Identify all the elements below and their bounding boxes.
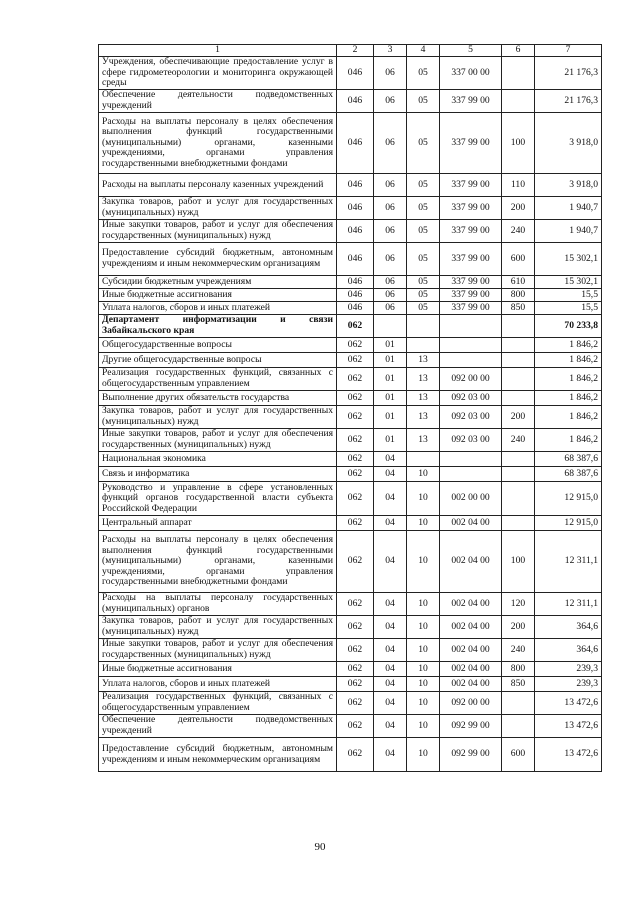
table-row [99,738,602,772]
cell-ministry-code: 046 [337,289,374,302]
cell-expense-type [502,715,535,738]
cell-ministry-code: 062 [337,482,374,516]
cell-subsection: 10 [407,639,440,662]
cell-target-article: 337 99 00 [440,90,502,113]
cell-name: Реализация государственных функций, связанных с общегосударственным управлением [99,692,337,715]
cell-section: 01 [374,338,407,353]
cell-ministry-code: 062 [337,429,374,452]
cell-section: 04 [374,467,407,482]
cell-target-article: 092 00 00 [440,692,502,715]
table-row [99,482,602,516]
header-col-1: 1 [99,45,337,57]
table-row [99,113,602,174]
cell-subsection: 05 [407,276,440,289]
cell-expense-type: 110 [502,174,535,197]
table-row [99,406,602,429]
cell-ministry-code: 062 [337,368,374,391]
cell-target-article [440,315,502,338]
table-row [99,429,602,452]
cell-ministry-code: 062 [337,391,374,406]
cell-expense-type [502,353,535,368]
cell-name: Закупка товаров, работ и услуг для государственных (муниципальных) нужд [99,406,337,429]
cell-amount: 12 915,0 [535,482,602,516]
cell-ministry-code: 062 [337,639,374,662]
cell-section: 04 [374,692,407,715]
cell-name: Расходы на выплаты персоналу государственных (муниципальных) органов [99,593,337,616]
cell-ministry-code: 062 [337,662,374,677]
cell-subsection: 13 [407,429,440,452]
cell-amount: 15,5 [535,289,602,302]
cell-target-article: 337 99 00 [440,174,502,197]
table-row [99,353,602,368]
cell-subsection: 10 [407,482,440,516]
cell-amount: 68 387,6 [535,452,602,467]
cell-expense-type [502,482,535,516]
cell-name: Национальная экономика [99,452,337,467]
cell-expense-type: 800 [502,289,535,302]
cell-name: Расходы на выплаты персоналу казенных учреждений [99,174,337,197]
cell-target-article: 002 04 00 [440,677,502,692]
cell-section: 04 [374,616,407,639]
cell-section: 06 [374,197,407,220]
cell-amount: 1 940,7 [535,220,602,243]
cell-ministry-code: 062 [337,353,374,368]
cell-ministry-code: 062 [337,315,374,338]
cell-section [374,315,407,338]
cell-amount: 239,3 [535,662,602,677]
cell-target-article: 337 99 00 [440,113,502,174]
cell-name: Обеспечение деятельности подведомственных учреждений [99,715,337,738]
header-col-6: 6 [502,45,535,57]
table-row [99,289,602,302]
cell-amount: 13 472,6 [535,692,602,715]
cell-expense-type: 850 [502,677,535,692]
cell-subsection: 13 [407,368,440,391]
cell-expense-type: 850 [502,302,535,315]
cell-amount: 12 915,0 [535,516,602,531]
cell-amount: 364,6 [535,639,602,662]
cell-section: 04 [374,662,407,677]
cell-section: 06 [374,57,407,90]
cell-section: 06 [374,302,407,315]
table-row [99,531,602,593]
cell-subsection: 10 [407,616,440,639]
cell-subsection: 05 [407,289,440,302]
cell-name: Реализация государственных функций, связанных с общегосударственным управлением [99,368,337,391]
cell-name: Закупка товаров, работ и услуг для государственных (муниципальных) нужд [99,197,337,220]
cell-section: 01 [374,368,407,391]
cell-ministry-code: 062 [337,452,374,467]
cell-section: 06 [374,113,407,174]
header-col-7: 7 [535,45,602,57]
cell-target-article: 092 03 00 [440,429,502,452]
cell-amount: 15,5 [535,302,602,315]
cell-target-article: 092 03 00 [440,391,502,406]
table-row [99,715,602,738]
cell-ministry-code: 062 [337,692,374,715]
cell-expense-type: 800 [502,662,535,677]
cell-expense-type: 240 [502,429,535,452]
cell-target-article: 002 04 00 [440,639,502,662]
cell-target-article: 337 99 00 [440,276,502,289]
cell-expense-type: 240 [502,639,535,662]
cell-expense-type [502,315,535,338]
table-row [99,616,602,639]
cell-name: Иные бюджетные ассигнования [99,662,337,677]
cell-amount: 239,3 [535,677,602,692]
cell-target-article: 002 04 00 [440,662,502,677]
cell-subsection: 05 [407,197,440,220]
cell-amount: 12 311,1 [535,531,602,593]
cell-name: Закупка товаров, работ и услуг для государственных (муниципальных) нужд [99,616,337,639]
cell-section: 04 [374,677,407,692]
cell-expense-type [502,338,535,353]
header-col-4: 4 [407,45,440,57]
cell-ministry-code: 062 [337,531,374,593]
cell-name: Иные закупки товаров, работ и услуг для обеспечения государственных (муниципальных) нужд [99,429,337,452]
cell-ministry-code: 062 [337,738,374,772]
cell-target-article: 092 99 00 [440,738,502,772]
cell-section: 04 [374,452,407,467]
cell-target-article [440,467,502,482]
table-row [99,639,602,662]
cell-section: 06 [374,90,407,113]
cell-target-article: 337 99 00 [440,220,502,243]
table-row [99,338,602,353]
cell-subsection: 05 [407,90,440,113]
cell-ministry-code: 062 [337,406,374,429]
cell-target-article: 337 99 00 [440,243,502,276]
cell-subsection: 10 [407,715,440,738]
cell-subsection [407,315,440,338]
cell-expense-type: 100 [502,531,535,593]
cell-section: 06 [374,243,407,276]
cell-target-article: 002 04 00 [440,531,502,593]
cell-ministry-code: 046 [337,197,374,220]
cell-amount: 15 302,1 [535,276,602,289]
cell-name: Субсидии бюджетным учреждениям [99,276,337,289]
cell-amount: 1 940,7 [535,197,602,220]
cell-section: 06 [374,174,407,197]
table-row [99,662,602,677]
cell-ministry-code: 062 [337,593,374,616]
budget-table [98,44,602,772]
cell-target-article: 337 99 00 [440,302,502,315]
cell-name: Расходы на выплаты персоналу в целях обеспечения выполнения функций государственными (муниципальными) органами, казенными учреждениями, органами управления государственными внебюджетными фондами [99,113,337,174]
cell-target-article: 337 99 00 [440,289,502,302]
cell-expense-type: 600 [502,243,535,276]
cell-name: Предоставление субсидий бюджетным, автономным учреждениям и иным некоммерческим организациям [99,243,337,276]
table-row [99,90,602,113]
cell-name: Обеспечение деятельности подведомственных учреждений [99,90,337,113]
cell-subsection: 13 [407,406,440,429]
cell-subsection: 10 [407,531,440,593]
cell-section: 01 [374,353,407,368]
table-row [99,368,602,391]
cell-expense-type: 100 [502,113,535,174]
cell-subsection [407,452,440,467]
cell-ministry-code: 046 [337,57,374,90]
cell-ministry-code: 046 [337,220,374,243]
cell-amount: 68 387,6 [535,467,602,482]
header-row [99,45,602,57]
cell-ministry-code: 046 [337,302,374,315]
cell-expense-type: 200 [502,197,535,220]
cell-section: 04 [374,738,407,772]
cell-name: Иные бюджетные ассигнования [99,289,337,302]
cell-expense-type: 600 [502,738,535,772]
cell-expense-type [502,692,535,715]
table-row [99,391,602,406]
table-row [99,57,602,90]
cell-expense-type: 200 [502,406,535,429]
cell-ministry-code: 062 [337,467,374,482]
cell-ministry-code: 062 [337,516,374,531]
cell-target-article: 337 00 00 [440,57,502,90]
page-number: 90 [314,841,326,853]
cell-target-article [440,452,502,467]
cell-ministry-code: 062 [337,715,374,738]
cell-expense-type [502,516,535,531]
table-row [99,452,602,467]
cell-target-article: 002 04 00 [440,593,502,616]
cell-target-article [440,353,502,368]
cell-amount: 1 846,2 [535,353,602,368]
cell-target-article: 002 00 00 [440,482,502,516]
cell-subsection: 13 [407,391,440,406]
cell-section: 04 [374,482,407,516]
cell-name: Связь и информатика [99,467,337,482]
cell-ministry-code: 062 [337,677,374,692]
cell-target-article: 092 03 00 [440,406,502,429]
cell-ministry-code: 062 [337,616,374,639]
cell-expense-type [502,57,535,90]
table-row [99,315,602,338]
cell-section: 06 [374,289,407,302]
cell-subsection: 05 [407,113,440,174]
cell-expense-type [502,452,535,467]
cell-subsection: 10 [407,692,440,715]
table-row [99,692,602,715]
cell-subsection [407,338,440,353]
header-col-2: 2 [337,45,374,57]
cell-amount: 1 846,2 [535,368,602,391]
cell-name: Иные закупки товаров, работ и услуг для обеспечения государственных (муниципальных) нужд [99,639,337,662]
cell-name: Уплата налогов, сборов и иных платежей [99,302,337,315]
cell-expense-type [502,90,535,113]
cell-section: 04 [374,531,407,593]
cell-name: Центральный аппарат [99,516,337,531]
cell-name: Департамент информатизации и связи Забайкальского края [99,315,337,338]
cell-expense-type: 120 [502,593,535,616]
cell-section: 04 [374,639,407,662]
cell-target-article: 002 04 00 [440,616,502,639]
table-row [99,516,602,531]
table-row [99,276,602,289]
cell-subsection: 10 [407,738,440,772]
cell-amount: 21 176,3 [535,90,602,113]
cell-expense-type [502,368,535,391]
cell-expense-type: 200 [502,616,535,639]
cell-target-article: 002 04 00 [440,516,502,531]
cell-subsection: 10 [407,516,440,531]
cell-amount: 70 233,8 [535,315,602,338]
cell-subsection: 10 [407,662,440,677]
cell-amount: 12 311,1 [535,593,602,616]
cell-section: 01 [374,429,407,452]
cell-expense-type: 240 [502,220,535,243]
cell-amount: 13 472,6 [535,738,602,772]
cell-name: Расходы на выплаты персоналу в целях обеспечения выполнения функций государственными (муниципальными) органами, казенными учреждениями, органами управления государственными внебюджетными фондами [99,531,337,593]
cell-name: Общегосударственные вопросы [99,338,337,353]
cell-subsection: 10 [407,467,440,482]
cell-subsection: 05 [407,174,440,197]
cell-section: 04 [374,715,407,738]
table-row [99,220,602,243]
cell-section: 06 [374,220,407,243]
cell-amount: 15 302,1 [535,243,602,276]
table-row [99,302,602,315]
cell-subsection: 05 [407,302,440,315]
cell-name: Предоставление субсидий бюджетным, автономным учреждениям и иным некоммерческим организациям [99,738,337,772]
cell-ministry-code: 046 [337,113,374,174]
cell-amount: 1 846,2 [535,429,602,452]
cell-target-article: 092 00 00 [440,368,502,391]
cell-subsection: 13 [407,353,440,368]
cell-target-article: 092 99 00 [440,715,502,738]
cell-name: Руководство и управление в сфере установленных функций органов государственной власти субъекта Российской Федерации [99,482,337,516]
cell-ministry-code: 046 [337,243,374,276]
header-col-5: 5 [440,45,502,57]
cell-amount: 3 918,0 [535,113,602,174]
cell-subsection: 10 [407,593,440,616]
cell-section: 04 [374,516,407,531]
cell-section: 01 [374,406,407,429]
cell-name: Уплата налогов, сборов и иных платежей [99,677,337,692]
cell-name: Выполнение других обязательств государства [99,391,337,406]
table-row [99,677,602,692]
cell-amount: 1 846,2 [535,391,602,406]
cell-expense-type: 610 [502,276,535,289]
cell-amount: 1 846,2 [535,338,602,353]
header-col-3: 3 [374,45,407,57]
table-row [99,467,602,482]
cell-subsection: 10 [407,677,440,692]
cell-ministry-code: 046 [337,174,374,197]
cell-amount: 364,6 [535,616,602,639]
cell-amount: 3 918,0 [535,174,602,197]
cell-subsection: 05 [407,220,440,243]
cell-amount: 21 176,3 [535,57,602,90]
cell-amount: 1 846,2 [535,406,602,429]
cell-ministry-code: 062 [337,338,374,353]
cell-ministry-code: 046 [337,276,374,289]
cell-name: Другие общегосударственные вопросы [99,353,337,368]
cell-section: 04 [374,593,407,616]
cell-name: Учреждения, обеспечивающие предоставление услуг в сфере гидрометеорологии и мониторинга окружающей среды [99,57,337,90]
cell-section: 06 [374,276,407,289]
cell-expense-type [502,467,535,482]
table-row [99,174,602,197]
table-row [99,593,602,616]
table-row [99,243,602,276]
cell-target-article: 337 99 00 [440,197,502,220]
table-row [99,197,602,220]
cell-target-article [440,338,502,353]
cell-subsection: 05 [407,57,440,90]
cell-expense-type [502,391,535,406]
cell-name: Иные закупки товаров, работ и услуг для обеспечения государственных (муниципальных) нужд [99,220,337,243]
cell-amount: 13 472,6 [535,715,602,738]
cell-subsection: 05 [407,243,440,276]
cell-section: 01 [374,391,407,406]
table-body [99,57,602,772]
cell-ministry-code: 046 [337,90,374,113]
